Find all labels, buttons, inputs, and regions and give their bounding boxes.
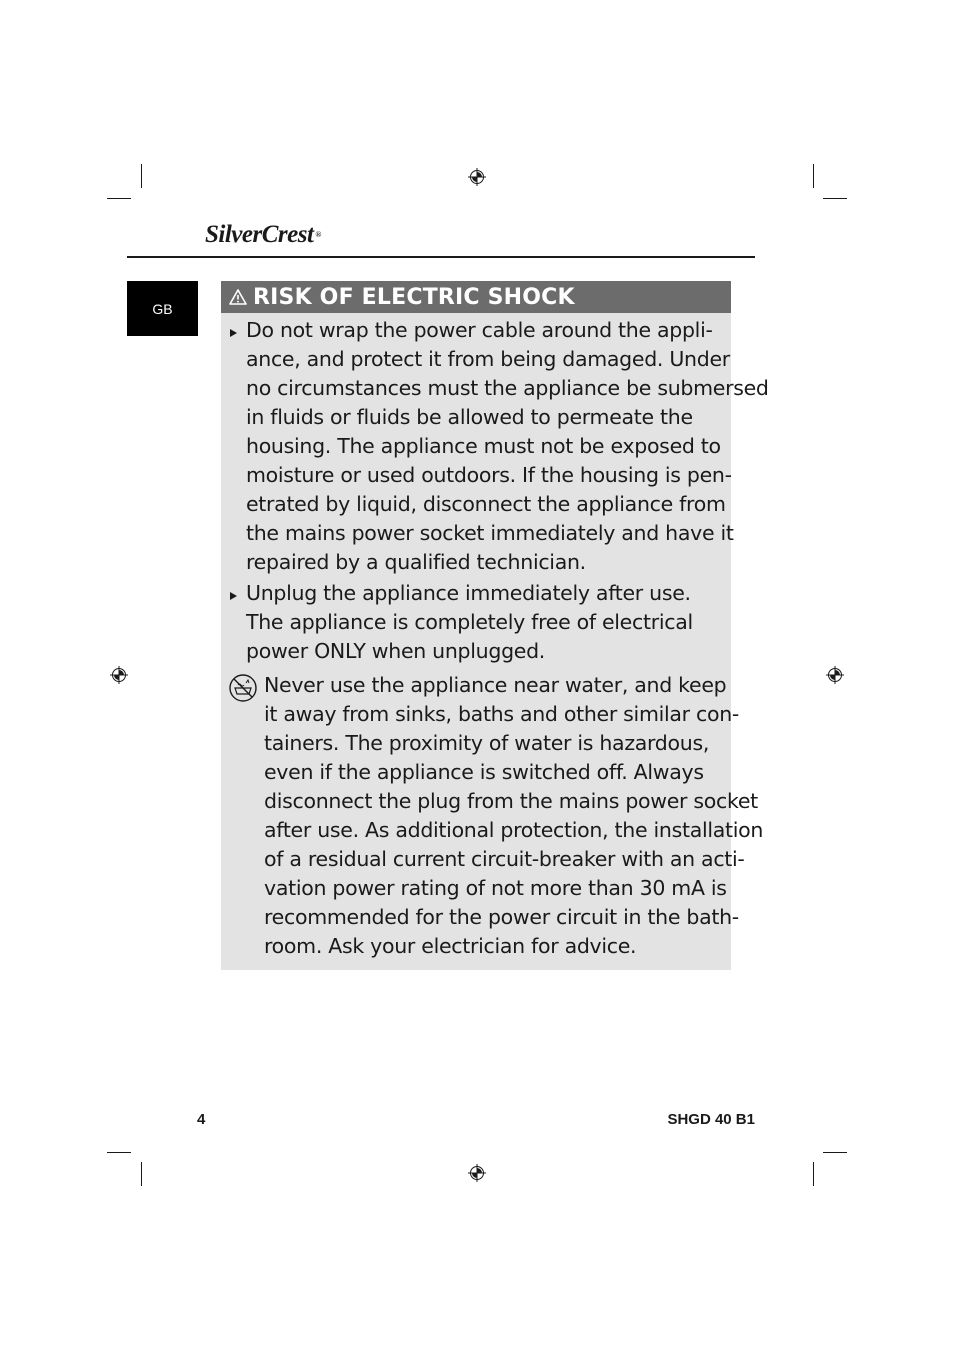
warning-item bbox=[246, 316, 769, 577]
text-line: after use. As additional protection, the installation bbox=[264, 818, 764, 842]
brand-name: SilverCrest bbox=[205, 221, 314, 248]
text-line: The appliance is completely free of electrical bbox=[246, 610, 693, 634]
text-line: Do not wrap the power cable around the appli- bbox=[246, 318, 713, 342]
text-line: disconnect the plug from the mains power socket bbox=[264, 789, 758, 813]
crop-mark bbox=[813, 1162, 814, 1186]
warning-item bbox=[264, 671, 763, 961]
crop-mark bbox=[141, 164, 142, 188]
text-line: repaired by a qualified technician. bbox=[246, 550, 586, 574]
model-number: SHGD 40 B1 bbox=[667, 1111, 755, 1128]
text-line: etrated by liquid, disconnect the appliance from bbox=[246, 492, 726, 516]
warning-header bbox=[221, 281, 731, 313]
brand-logo bbox=[205, 220, 321, 250]
registration-mark-icon bbox=[110, 666, 128, 684]
text-line: even if the appliance is switched off. Always bbox=[264, 760, 704, 784]
text-line: Unplug the appliance immediately after use. bbox=[246, 581, 691, 605]
bullet-arrow-icon bbox=[230, 592, 237, 600]
warning-triangle-icon bbox=[229, 289, 247, 305]
warning-item bbox=[246, 579, 693, 666]
text-line: power ONLY when unplugged. bbox=[246, 639, 546, 663]
text-line: in fluids or fluids be allowed to permeate the bbox=[246, 405, 693, 429]
text-line: vation power rating of not more than 30 mA is bbox=[264, 876, 727, 900]
registration-mark-icon bbox=[468, 1164, 486, 1182]
text-line: tainers. The proximity of water is hazardous, bbox=[264, 731, 710, 755]
text-line: housing. The appliance must not be exposed to bbox=[246, 434, 721, 458]
text-line: room. Ask your electrician for advice. bbox=[264, 934, 637, 958]
warning-title: RISK OF ELECTRIC SHOCK bbox=[253, 284, 575, 310]
crop-mark bbox=[107, 1152, 131, 1153]
crop-mark bbox=[141, 1162, 142, 1186]
crop-mark bbox=[823, 1152, 847, 1153]
language-tab: GB bbox=[127, 281, 198, 336]
crop-mark bbox=[813, 164, 814, 188]
bullet-arrow-icon bbox=[230, 329, 237, 337]
text-line: recommended for the power circuit in the bath- bbox=[264, 905, 739, 929]
text-line: of a residual current circuit-breaker with an acti- bbox=[264, 847, 745, 871]
registration-mark-icon bbox=[468, 168, 486, 186]
text-line: it away from sinks, baths and other similar con- bbox=[264, 702, 740, 726]
registered-mark: ® bbox=[315, 230, 321, 239]
warning-box bbox=[221, 281, 769, 970]
text-line: the mains power socket immediately and have it bbox=[246, 521, 734, 545]
header-rule bbox=[127, 256, 755, 258]
registration-mark-icon bbox=[826, 666, 844, 684]
no-water-bath-icon bbox=[228, 673, 258, 703]
text-line: Never use the appliance near water, and keep bbox=[264, 673, 727, 697]
text-line: ance, and protect it from being damaged. Under bbox=[246, 347, 730, 371]
crop-mark bbox=[823, 198, 847, 199]
text-line: moisture or used outdoors. If the housing is pen- bbox=[246, 463, 732, 487]
crop-mark bbox=[107, 198, 131, 199]
text-line: no circumstances must the appliance be submersed bbox=[246, 376, 769, 400]
page-number: 4 bbox=[197, 1111, 206, 1128]
